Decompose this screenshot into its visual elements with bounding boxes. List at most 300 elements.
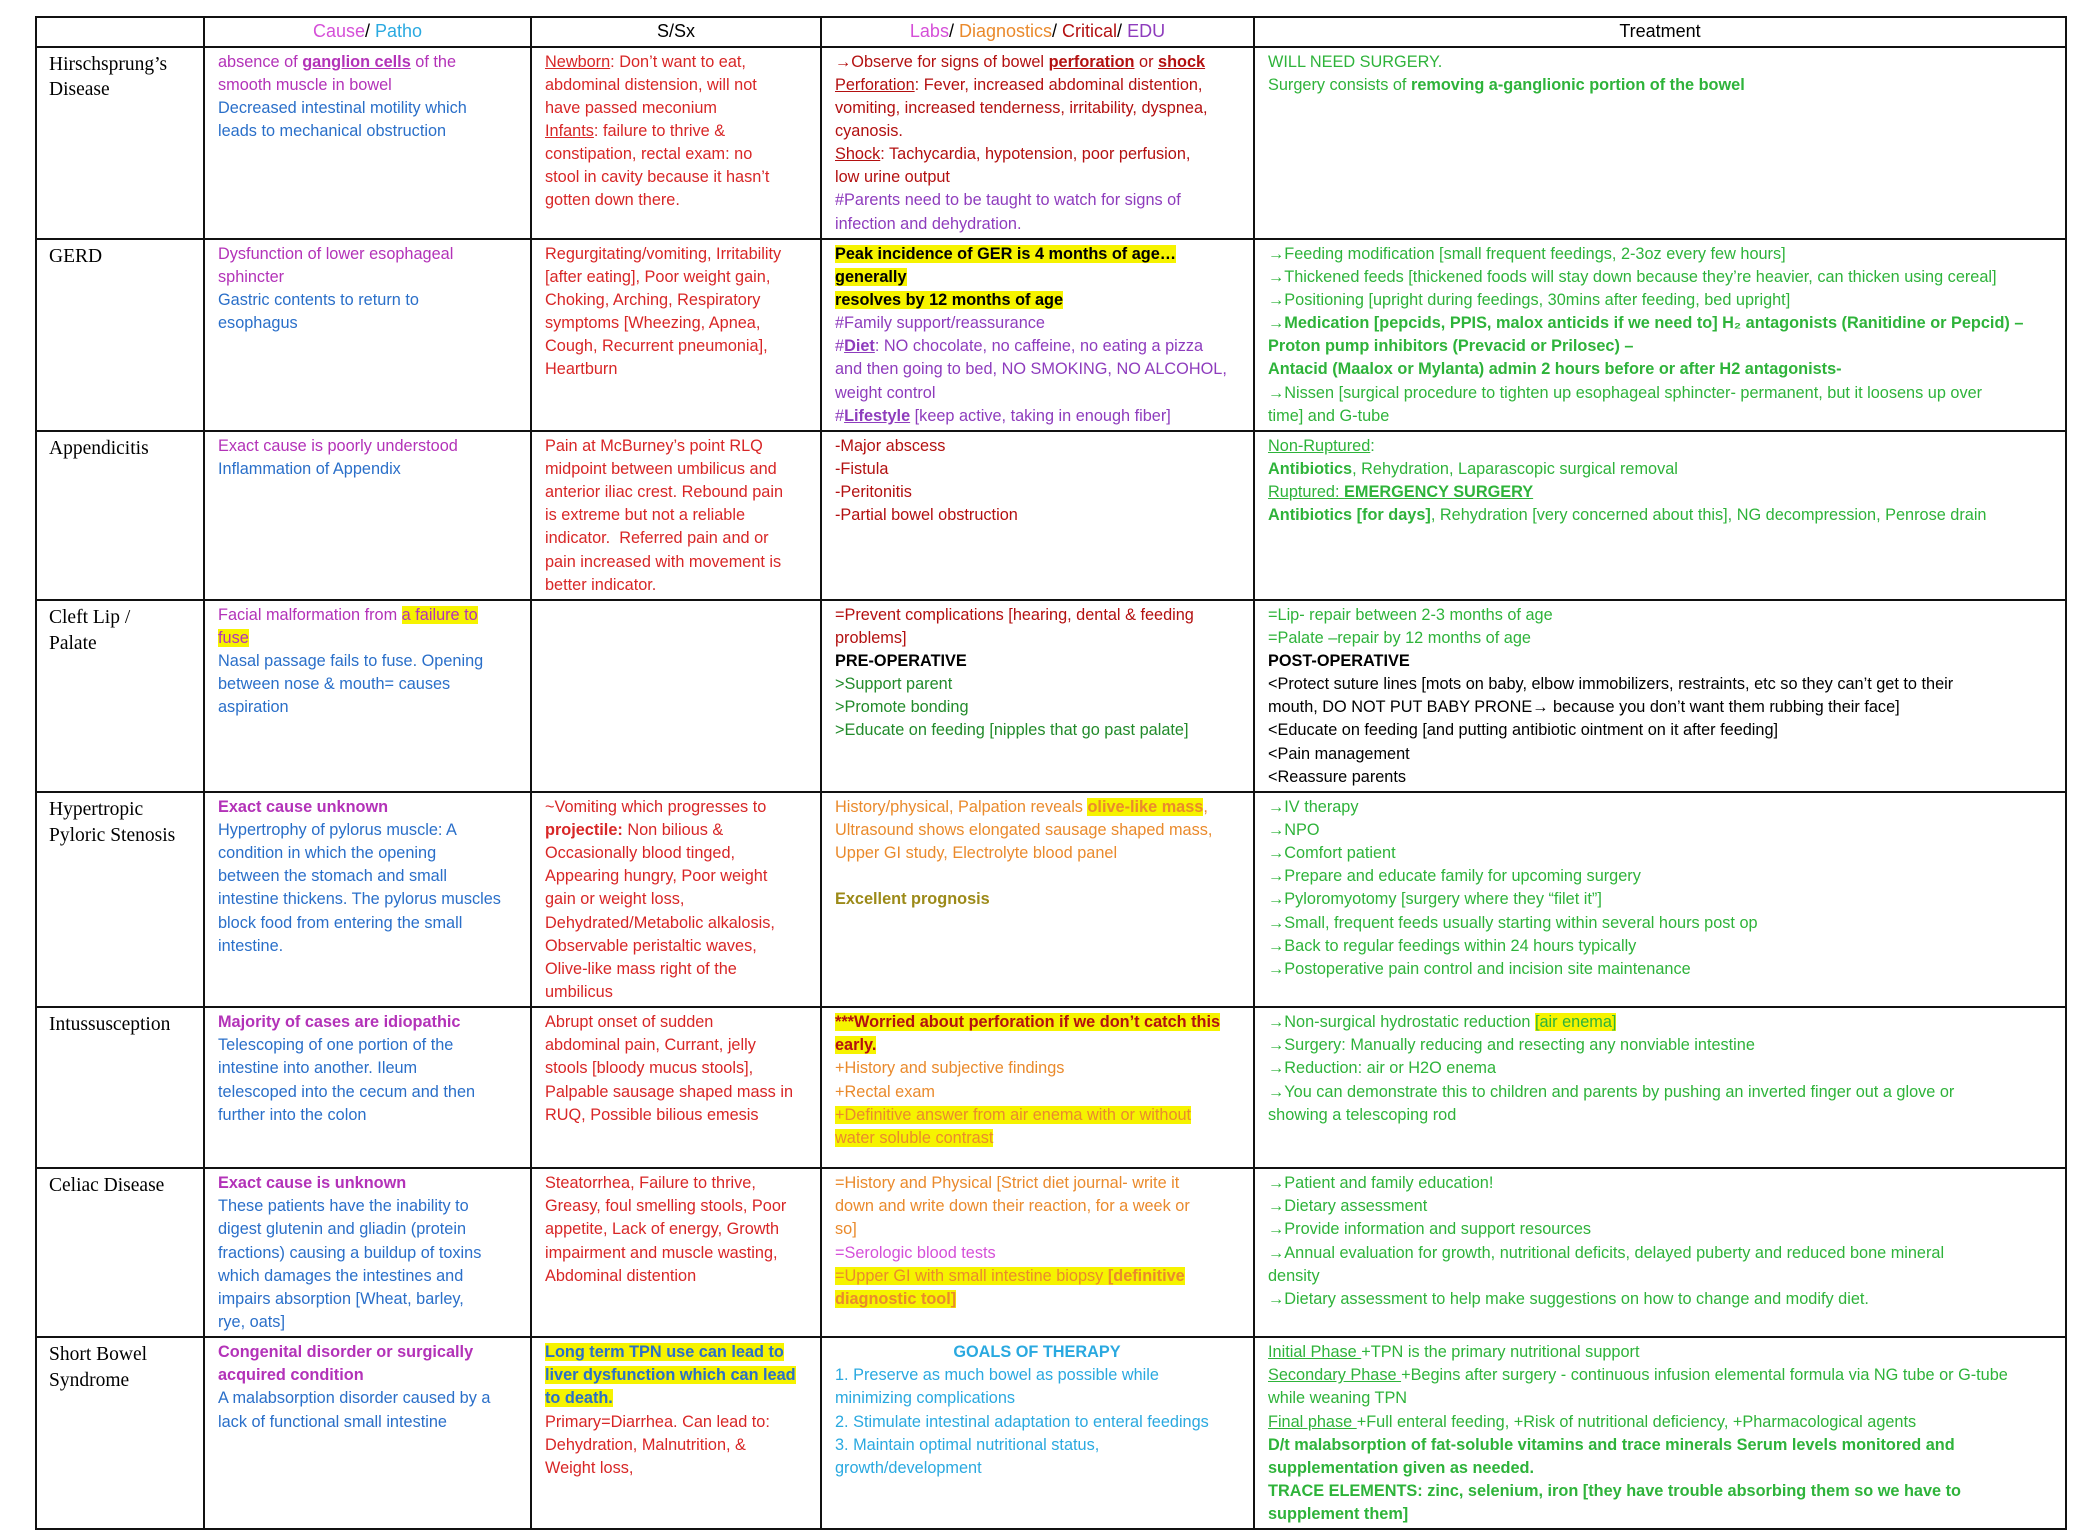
text-run: Antibiotics bbox=[1268, 459, 1353, 478]
text-run: →NPO bbox=[1268, 821, 1320, 840]
cell-line bbox=[835, 673, 1239, 696]
text-run: Majority of cases are idiopathic bbox=[218, 1013, 461, 1032]
text-run: WILL NEED SURGERY. bbox=[1268, 52, 1443, 71]
text-run: Dehydrated/Metabolic alkalosis, bbox=[545, 913, 775, 932]
cell-line bbox=[1268, 766, 2051, 789]
labs-cell bbox=[821, 239, 1254, 431]
text-run: Excellent prognosis bbox=[835, 890, 990, 909]
cell-line bbox=[835, 627, 1239, 650]
text-run: =Upper GI with small intestine biopsy bbox=[835, 1266, 1108, 1285]
cell-line bbox=[1268, 819, 2051, 842]
cell-line bbox=[835, 382, 1239, 405]
text-run: =History and Physical [Strict diet journal- write it bbox=[835, 1174, 1180, 1193]
cell-line bbox=[545, 243, 806, 266]
text-run: →Reduction: air or H2O enema bbox=[1268, 1059, 1497, 1078]
text-run: Antacid (Maalox or Mylanta) admin 2 hours before or after H2 antagonists- bbox=[1268, 360, 1842, 379]
cell-line bbox=[545, 312, 806, 335]
cell-line bbox=[835, 1104, 1239, 1127]
text-run: while weaning TPN bbox=[1268, 1389, 1408, 1408]
cell-line bbox=[1268, 1011, 2051, 1034]
text-run: intestine into another. Ileum bbox=[218, 1059, 418, 1078]
text-run: Regurgitating/vomiting, Irritability bbox=[545, 244, 782, 263]
labs-cell bbox=[821, 1007, 1254, 1168]
cell-line bbox=[545, 1195, 806, 1218]
treatment-cell bbox=[1254, 792, 2066, 1007]
text-run: esophagus bbox=[218, 314, 298, 333]
cell-line bbox=[218, 435, 516, 458]
cell-line bbox=[218, 74, 516, 97]
cell-line bbox=[835, 435, 1239, 458]
text-run: removing a-ganglionic portion of the bowel bbox=[1410, 75, 1745, 94]
text-run: : Fever, increased abdominal distention, bbox=[914, 75, 1203, 94]
cell-line bbox=[835, 1387, 1239, 1410]
disease-name bbox=[36, 600, 204, 792]
cell-line bbox=[1268, 604, 2051, 627]
text-run: +History and subjective findings bbox=[835, 1059, 1065, 1078]
text-run: gain or weight loss, bbox=[545, 890, 685, 909]
cell-line bbox=[835, 1434, 1239, 1457]
text-run: Telescoping of one portion of the bbox=[218, 1036, 454, 1055]
cell-line bbox=[545, 358, 806, 381]
cell-line bbox=[1268, 312, 2051, 335]
text-run: stool in cavity because it hasn’t bbox=[545, 168, 770, 187]
cell-line bbox=[218, 1341, 516, 1364]
cell-line bbox=[1268, 842, 2051, 865]
row-short-bowel-syndrome bbox=[36, 1337, 2066, 1529]
cell-line bbox=[1268, 504, 2051, 527]
text-run: shock bbox=[1158, 52, 1206, 71]
text-run: anterior iliac crest. Rebound pain bbox=[545, 483, 784, 502]
cell-line bbox=[545, 51, 806, 74]
cell-line bbox=[218, 97, 516, 120]
text-run: gotten down there. bbox=[545, 191, 680, 210]
cell-line bbox=[1268, 435, 2051, 458]
text-run: =Lip- repair between 2-3 months of age bbox=[1268, 605, 1553, 624]
text-run: GOALS OF THERAPY bbox=[953, 1343, 1121, 1362]
text-run: smooth muscle in bowel bbox=[218, 75, 392, 94]
cell-line bbox=[545, 1341, 806, 1364]
treatment-cell bbox=[1254, 239, 2066, 431]
ssx-cell bbox=[531, 1168, 821, 1337]
cell-line bbox=[1268, 958, 2051, 981]
cell-line bbox=[1268, 1387, 2051, 1410]
cell-line bbox=[835, 74, 1239, 97]
cell-line bbox=[218, 1057, 516, 1080]
cause-cell bbox=[204, 1337, 531, 1529]
labs-cell bbox=[821, 1168, 1254, 1337]
cell-line bbox=[218, 51, 516, 74]
cell-line bbox=[835, 1288, 1239, 1311]
labs-cell bbox=[821, 1337, 1254, 1529]
text-run: →Annual evaluation for growth, nutritional deficits, delayed puberty and reduced bone mineral bbox=[1268, 1243, 1945, 1262]
cell-line bbox=[545, 935, 806, 958]
text-run: acquired condition bbox=[218, 1366, 364, 1385]
text-run: perforation bbox=[1048, 52, 1135, 71]
labs-cell bbox=[821, 47, 1254, 239]
cell-line bbox=[1268, 243, 2051, 266]
text-run: EDU bbox=[1127, 21, 1166, 41]
text-run: stools [bloody mucus stools], bbox=[545, 1059, 754, 1078]
text-run: #Parents need to be taught to watch for signs of bbox=[835, 191, 1181, 210]
text-run: supplementation given as needed. bbox=[1268, 1458, 1534, 1477]
header-blank bbox=[36, 17, 204, 47]
row-cleft-lip-palate bbox=[36, 600, 2066, 792]
text-run: Initial Phase bbox=[1268, 1343, 1362, 1362]
text-run: <Protect suture lines [mots on baby, elbow immobilizers, restraints, etc so they can’t get to their bbox=[1268, 675, 1954, 694]
cause-cell bbox=[204, 792, 531, 1007]
cell-line bbox=[1268, 1172, 2051, 1195]
text-run: S/Sx bbox=[656, 21, 695, 41]
cell-line bbox=[835, 1034, 1239, 1057]
cell-line bbox=[1268, 1057, 2051, 1080]
cell-line bbox=[1268, 865, 2051, 888]
text-run: Exact cause is unknown bbox=[218, 1174, 407, 1193]
text-run: >Promote bonding bbox=[835, 698, 969, 717]
cell-line bbox=[545, 1265, 806, 1288]
cell-line bbox=[545, 266, 806, 289]
cell-line bbox=[835, 1411, 1239, 1434]
text-run: Lifestyle bbox=[844, 406, 911, 425]
cell-line bbox=[1268, 74, 2051, 97]
text-run: Decreased intestinal motility which bbox=[218, 98, 467, 117]
text-run: to death. bbox=[545, 1389, 613, 1408]
text-run: →Positioning [upright during feedings, 30mins after feeding, bed upright] bbox=[1268, 290, 1791, 309]
text-run: Choking, Arching, Respiratory bbox=[545, 290, 761, 309]
text-run: [definitive bbox=[1107, 1266, 1185, 1285]
text-run: : Don’t want to eat, bbox=[610, 52, 746, 71]
ssx-cell bbox=[531, 431, 821, 600]
cell-line bbox=[835, 504, 1239, 527]
text-run: # bbox=[835, 337, 845, 356]
header-row bbox=[36, 17, 2066, 47]
text-run: Inflammation of Appendix bbox=[218, 459, 401, 478]
cell-line bbox=[218, 120, 516, 143]
cause-cell bbox=[204, 1168, 531, 1337]
cell-line bbox=[218, 604, 516, 627]
text-run: and then going to bed, NO SMOKING, NO ALCOHOL, bbox=[835, 360, 1227, 379]
text-run: between nose & mouth= causes bbox=[218, 675, 451, 694]
text-run: have passed meconium bbox=[545, 98, 717, 117]
text-run: +Rectal exam bbox=[835, 1082, 935, 1101]
text-run: Patho bbox=[375, 21, 423, 41]
treatment-cell bbox=[1254, 1168, 2066, 1337]
disease-name bbox=[36, 239, 204, 431]
text-run: →Small, frequent feeds usually starting within several hours post op bbox=[1268, 913, 1758, 932]
cell-line bbox=[835, 405, 1239, 428]
name-line: Hirschsprung’s bbox=[49, 53, 168, 75]
text-run: RUQ, Possible bilious emesis bbox=[545, 1105, 759, 1124]
text-run: : NO chocolate, no caffeine, no eating a pizza bbox=[874, 337, 1204, 356]
text-run: Dysfunction of lower esophageal bbox=[218, 244, 454, 263]
cell-line bbox=[545, 1411, 806, 1434]
cell-line bbox=[835, 243, 1239, 289]
cell-line bbox=[545, 1034, 806, 1057]
cell-line bbox=[218, 796, 516, 819]
cell-line bbox=[835, 189, 1239, 212]
text-run: or bbox=[1134, 52, 1159, 71]
text-run: Weight loss, bbox=[545, 1458, 634, 1477]
cell-line bbox=[1268, 335, 2051, 358]
text-run: [after eating], Poor weight gain, bbox=[545, 267, 771, 286]
text-run: telescoped into the cecum and then bbox=[218, 1082, 476, 1101]
cell-line bbox=[218, 266, 516, 289]
disease-table-sheet bbox=[35, 16, 2065, 1524]
cell-line bbox=[1268, 743, 2051, 766]
text-run: impairment and muscle wasting, bbox=[545, 1243, 778, 1262]
cell-line bbox=[218, 673, 516, 696]
cell-line bbox=[1268, 1195, 2051, 1218]
cell-line bbox=[545, 1172, 806, 1195]
text-run: sphincter bbox=[218, 267, 285, 286]
labs-cell bbox=[821, 600, 1254, 792]
text-run: Congenital disorder or surgically bbox=[218, 1343, 474, 1362]
name-line: Disease bbox=[49, 79, 110, 101]
text-run: →Prepare and educate family for upcoming surgery bbox=[1268, 867, 1641, 886]
cell-line bbox=[1268, 796, 2051, 819]
name-line: Hypertropic bbox=[49, 798, 144, 820]
cell-line bbox=[1268, 1218, 2051, 1241]
cell-line bbox=[835, 604, 1239, 627]
text-run: vomiting, increased tenderness, irritability, dyspnea, bbox=[835, 98, 1208, 117]
treatment-cell bbox=[1254, 47, 2066, 239]
text-run: Ultrasound shows elongated sausage shaped mass, bbox=[835, 821, 1213, 840]
cell-line bbox=[218, 289, 516, 312]
treatment-cell bbox=[1254, 600, 2066, 792]
cell-line bbox=[1268, 289, 2051, 312]
cell-line bbox=[835, 1195, 1239, 1218]
text-run: Steatorrhea, Failure to thrive, bbox=[545, 1174, 756, 1193]
cell-line bbox=[835, 1364, 1239, 1387]
text-run: / bbox=[1117, 21, 1128, 41]
text-run: =Serologic blood tests bbox=[835, 1243, 996, 1262]
labs-cell bbox=[821, 431, 1254, 600]
disease-name bbox=[36, 1337, 204, 1529]
labs-cell bbox=[821, 792, 1254, 1007]
text-run: abdominal pain, Currant, jelly bbox=[545, 1036, 756, 1055]
ssx-cell bbox=[531, 1337, 821, 1529]
cell-line bbox=[835, 1218, 1239, 1241]
text-run: History/physical, Palpation reveals bbox=[835, 797, 1088, 816]
cell-line bbox=[835, 120, 1239, 143]
text-run: Upper GI study, Electrolyte blood panel bbox=[835, 844, 1118, 863]
text-run: lack of functional small intestine bbox=[218, 1412, 447, 1431]
ssx-cell bbox=[531, 239, 821, 431]
text-run: Proton pump inhibitors (Prevacid or Prilosec) – bbox=[1268, 337, 1634, 356]
cause-cell bbox=[204, 600, 531, 792]
text-run: leads to mechanical obstruction bbox=[218, 121, 447, 140]
treatment-cell bbox=[1254, 1007, 2066, 1168]
row-appendicitis bbox=[36, 431, 2066, 600]
text-run: +TPN is the primary nutritional support bbox=[1361, 1343, 1640, 1362]
text-run: →Observe for signs of bowel bbox=[835, 52, 1049, 71]
ssx-cell bbox=[531, 792, 821, 1007]
text-run: TRACE ELEMENTS: zinc, selenium, iron [they have trouble absorbing them so we have to bbox=[1268, 1482, 1961, 1500]
cell-line bbox=[545, 1387, 806, 1410]
ssx-cell bbox=[531, 600, 821, 792]
cell-line bbox=[835, 696, 1239, 719]
text-run: water soluble contrast bbox=[835, 1128, 994, 1147]
text-run: Cough, Recurrent pneumonia], bbox=[545, 337, 768, 356]
treatment-cell bbox=[1254, 431, 2066, 600]
text-run: POST-OPERATIVE bbox=[1268, 652, 1410, 671]
ssx-cell bbox=[531, 47, 821, 239]
cell-line bbox=[835, 1341, 1239, 1364]
text-run: indicator. Referred pain and or bbox=[545, 529, 769, 548]
cell-line bbox=[1268, 51, 2051, 74]
cell-line bbox=[1268, 1457, 2051, 1480]
text-run: Abrupt onset of sudden bbox=[545, 1013, 714, 1032]
cell-line bbox=[218, 650, 516, 673]
cell-line bbox=[545, 1011, 806, 1034]
cell-line bbox=[835, 888, 1239, 911]
cell-line bbox=[1268, 935, 2051, 958]
text-run: D/t malabsorption of fat-soluble vitamins and trace minerals Serum levels monitored and bbox=[1268, 1435, 1955, 1454]
cell-line bbox=[1268, 1288, 2051, 1311]
cell-line bbox=[1268, 673, 2051, 696]
cell-line bbox=[835, 819, 1239, 842]
text-run: early. bbox=[835, 1036, 877, 1055]
cell-line bbox=[545, 481, 806, 504]
cell-line bbox=[1268, 650, 2051, 673]
name-line: Pyloric Stenosis bbox=[49, 824, 176, 846]
row-celiac-disease bbox=[36, 1168, 2066, 1337]
text-run: →Comfort patient bbox=[1268, 844, 1396, 863]
cell-line bbox=[218, 1081, 516, 1104]
text-run: intestine. bbox=[218, 936, 284, 955]
text-run: / bbox=[948, 21, 959, 41]
text-run: <Pain management bbox=[1268, 744, 1410, 763]
cell-line bbox=[218, 1242, 516, 1265]
text-run: -Peritonitis bbox=[835, 483, 912, 502]
cell-line bbox=[835, 1011, 1239, 1034]
text-run: Peak incidence of GER is 4 months of age…generally bbox=[835, 244, 1177, 286]
text-run: Ruptured: bbox=[1268, 483, 1345, 502]
cell-line bbox=[835, 312, 1239, 335]
cell-line bbox=[218, 1172, 516, 1195]
text-run: aspiration bbox=[218, 698, 289, 717]
cell-line bbox=[218, 627, 516, 650]
text-run: / bbox=[364, 21, 375, 41]
cell-line bbox=[218, 1364, 516, 1387]
cell-line bbox=[545, 1242, 806, 1265]
cell-line bbox=[218, 1218, 516, 1241]
header-cause-patho bbox=[204, 17, 531, 47]
text-run: Surgery consists of bbox=[1268, 75, 1411, 94]
cell-line bbox=[218, 1011, 516, 1034]
text-run: -Fistula bbox=[835, 459, 889, 478]
cell-line bbox=[835, 719, 1239, 742]
text-run: infection and dehydration. bbox=[835, 214, 1022, 233]
treatment-cell bbox=[1254, 1337, 2066, 1529]
cell-line bbox=[1268, 1341, 2051, 1364]
cell-line bbox=[835, 143, 1239, 166]
cell-line bbox=[218, 1034, 516, 1057]
text-run: of the bbox=[410, 52, 457, 71]
text-run: condition in which the opening bbox=[218, 844, 437, 863]
text-run: umbilicus bbox=[545, 983, 613, 1002]
text-run: ***Worried about perforation if we don’t catch this bbox=[835, 1013, 1221, 1032]
text-run: →Provide information and support resources bbox=[1268, 1220, 1592, 1239]
text-run: symptoms [Wheezing, Apnea, bbox=[545, 314, 761, 333]
cause-cell bbox=[204, 1007, 531, 1168]
text-run: >Educate on feeding [nipples that go past palate] bbox=[835, 721, 1189, 740]
text-run: -Major abscess bbox=[835, 436, 946, 455]
text-run: Dehydration, Malnutrition, & bbox=[545, 1435, 746, 1454]
cell-line bbox=[218, 1411, 516, 1434]
text-run: 1. Preserve as much bowel as possible while bbox=[835, 1366, 1159, 1385]
cell-line bbox=[1268, 405, 2051, 428]
text-run: better indicator. bbox=[545, 575, 657, 594]
cell-line bbox=[1268, 266, 2051, 289]
text-run: Shock bbox=[835, 145, 881, 164]
cell-line bbox=[545, 819, 806, 842]
text-run: abdominal distension, will not bbox=[545, 75, 757, 94]
cell-line bbox=[545, 551, 806, 574]
disease-name bbox=[36, 792, 204, 1007]
cell-line bbox=[218, 865, 516, 888]
cell-line bbox=[545, 865, 806, 888]
text-run: →Surgery: Manually reducing and resecting any nonviable intestine bbox=[1268, 1036, 1755, 1055]
name-line: Celiac Disease bbox=[49, 1175, 165, 1197]
text-run: fuse bbox=[218, 628, 249, 647]
text-run: : Tachycardia, hypotension, poor perfusion, bbox=[880, 145, 1191, 164]
row-hypertropic-pyloric-stenosis bbox=[36, 792, 2066, 1007]
ssx-cell bbox=[531, 1007, 821, 1168]
cell-line bbox=[218, 1265, 516, 1288]
text-run: which damages the intestines and bbox=[218, 1266, 464, 1285]
cell-line bbox=[218, 935, 516, 958]
text-run: supplement them] bbox=[1268, 1505, 1409, 1524]
cell-line bbox=[1268, 1434, 2051, 1457]
cell-line bbox=[1268, 627, 2051, 650]
text-run: →You can demonstrate this to children and parents by pushing an inverted finger out a glove or bbox=[1268, 1082, 1955, 1101]
cell-line bbox=[835, 97, 1239, 120]
text-run: Infants bbox=[545, 121, 594, 140]
text-run: Critical bbox=[1062, 21, 1118, 41]
text-run: =Prevent complications [hearing, dental & feeding bbox=[835, 605, 1194, 624]
text-run: +Definitive answer from air enema with or without bbox=[835, 1105, 1192, 1124]
cell-line bbox=[1268, 1081, 2051, 1104]
text-run: olive-like mass bbox=[1087, 797, 1204, 816]
text-run: #Family support/reassurance bbox=[835, 314, 1045, 333]
cell-line bbox=[545, 888, 806, 911]
cell-line bbox=[218, 696, 516, 719]
text-run: 2. Stimulate intestinal adaptation to enteral feedings bbox=[835, 1412, 1209, 1431]
text-run: , Rehydration [very concerned about this], NG decompression, Penrose drain bbox=[1430, 506, 1987, 525]
cell-line bbox=[835, 1265, 1239, 1288]
text-run: : bbox=[1370, 436, 1375, 455]
text-run: Abdominal distention bbox=[545, 1266, 697, 1285]
text-run: Cause bbox=[312, 21, 365, 41]
cell-line bbox=[218, 888, 516, 911]
cell-line bbox=[545, 1434, 806, 1457]
cell-line bbox=[218, 819, 516, 842]
text-run: , Rehydration, Laparascopic surgical removal bbox=[1352, 459, 1678, 478]
cell-line bbox=[835, 1081, 1239, 1104]
text-run: Diagnostics bbox=[958, 21, 1053, 41]
text-run: projectile: bbox=[545, 821, 623, 840]
text-run: →Dietary assessment bbox=[1268, 1197, 1428, 1216]
text-run: →Nissen [surgical procedure to tighten up esophageal sphincter- permanent, but it loosens up over bbox=[1268, 383, 1983, 402]
cause-cell bbox=[204, 239, 531, 431]
text-run: Gastric contents to return to bbox=[218, 290, 419, 309]
disease-name bbox=[36, 47, 204, 239]
row-hirschsprungs-disease bbox=[36, 47, 2066, 239]
text-run: Treatment bbox=[1619, 21, 1701, 41]
cell-line bbox=[218, 312, 516, 335]
text-run: Primary=Diarrhea. Can lead to: bbox=[545, 1412, 770, 1431]
disease-name bbox=[36, 431, 204, 600]
